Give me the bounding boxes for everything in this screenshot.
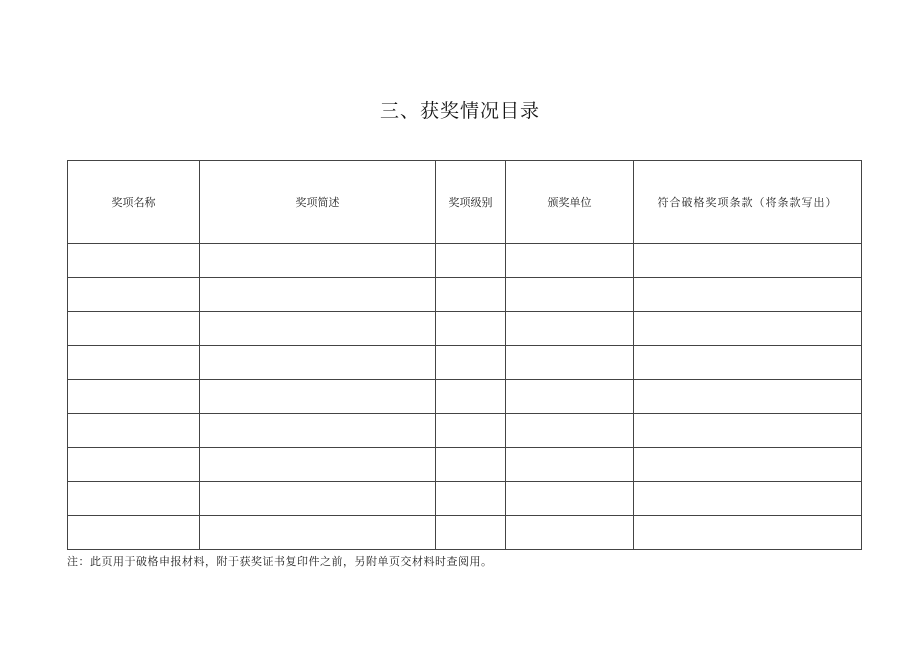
table-row bbox=[68, 312, 862, 346]
table-cell[interactable] bbox=[634, 380, 862, 414]
table-cell[interactable] bbox=[506, 448, 634, 482]
table-cell[interactable] bbox=[506, 482, 634, 516]
header-award-level: 奖项级别 bbox=[436, 161, 506, 244]
table-cell[interactable] bbox=[68, 448, 200, 482]
table-cell[interactable] bbox=[634, 346, 862, 380]
table-cell[interactable] bbox=[506, 278, 634, 312]
table-cell[interactable] bbox=[506, 380, 634, 414]
awards-table bbox=[67, 160, 862, 550]
table-cell[interactable] bbox=[436, 244, 506, 278]
table-cell[interactable] bbox=[506, 414, 634, 448]
table-cell[interactable] bbox=[436, 380, 506, 414]
table-cell[interactable] bbox=[68, 278, 200, 312]
table-cell[interactable] bbox=[634, 312, 862, 346]
table-cell[interactable] bbox=[436, 482, 506, 516]
table-cell[interactable] bbox=[436, 516, 506, 550]
table-cell[interactable] bbox=[200, 482, 436, 516]
table-row bbox=[68, 448, 862, 482]
table-cell[interactable] bbox=[634, 482, 862, 516]
table-header-row bbox=[68, 161, 862, 244]
table-row bbox=[68, 244, 862, 278]
table-cell[interactable] bbox=[68, 414, 200, 448]
page-title: 三、获奖情况目录 bbox=[379, 100, 540, 122]
table-cell[interactable] bbox=[634, 414, 862, 448]
table-cell[interactable] bbox=[68, 244, 200, 278]
table-cell[interactable] bbox=[436, 312, 506, 346]
header-issuing-organization: 颁奖单位 bbox=[506, 161, 634, 244]
table-cell[interactable] bbox=[68, 312, 200, 346]
table-cell[interactable] bbox=[436, 346, 506, 380]
header-award-name: 奖项名称 bbox=[68, 161, 200, 244]
header-qualifying-clause: 符合破格奖项条款（将条款写出） bbox=[634, 161, 862, 244]
table-cell[interactable] bbox=[436, 414, 506, 448]
table-cell[interactable] bbox=[506, 516, 634, 550]
table-cell[interactable] bbox=[200, 448, 436, 482]
table-cell[interactable] bbox=[506, 346, 634, 380]
table-row bbox=[68, 414, 862, 448]
table-cell[interactable] bbox=[436, 278, 506, 312]
table-row bbox=[68, 516, 862, 550]
table-row bbox=[68, 346, 862, 380]
table-cell[interactable] bbox=[68, 516, 200, 550]
table-row bbox=[68, 278, 862, 312]
table-cell[interactable] bbox=[436, 448, 506, 482]
footnote: 注：此页用于破格申报材料，附于获奖证书复印件之前，另附单页交材料时查阅用。 bbox=[67, 555, 493, 568]
table-row bbox=[68, 380, 862, 414]
table-row bbox=[68, 482, 862, 516]
table-cell[interactable] bbox=[634, 448, 862, 482]
table-cell[interactable] bbox=[634, 278, 862, 312]
table-body bbox=[68, 244, 862, 550]
table-cell[interactable] bbox=[68, 482, 200, 516]
table-cell[interactable] bbox=[506, 244, 634, 278]
table-cell[interactable] bbox=[634, 244, 862, 278]
table-cell[interactable] bbox=[200, 346, 436, 380]
table-cell[interactable] bbox=[68, 380, 200, 414]
table-cell[interactable] bbox=[200, 516, 436, 550]
header-award-description: 奖项简述 bbox=[200, 161, 436, 244]
table-cell[interactable] bbox=[68, 346, 200, 380]
table-cell[interactable] bbox=[506, 312, 634, 346]
table-cell[interactable] bbox=[200, 414, 436, 448]
table-cell[interactable] bbox=[200, 244, 436, 278]
table-cell[interactable] bbox=[200, 278, 436, 312]
table-cell[interactable] bbox=[200, 380, 436, 414]
table-cell[interactable] bbox=[200, 312, 436, 346]
table-cell[interactable] bbox=[634, 516, 862, 550]
